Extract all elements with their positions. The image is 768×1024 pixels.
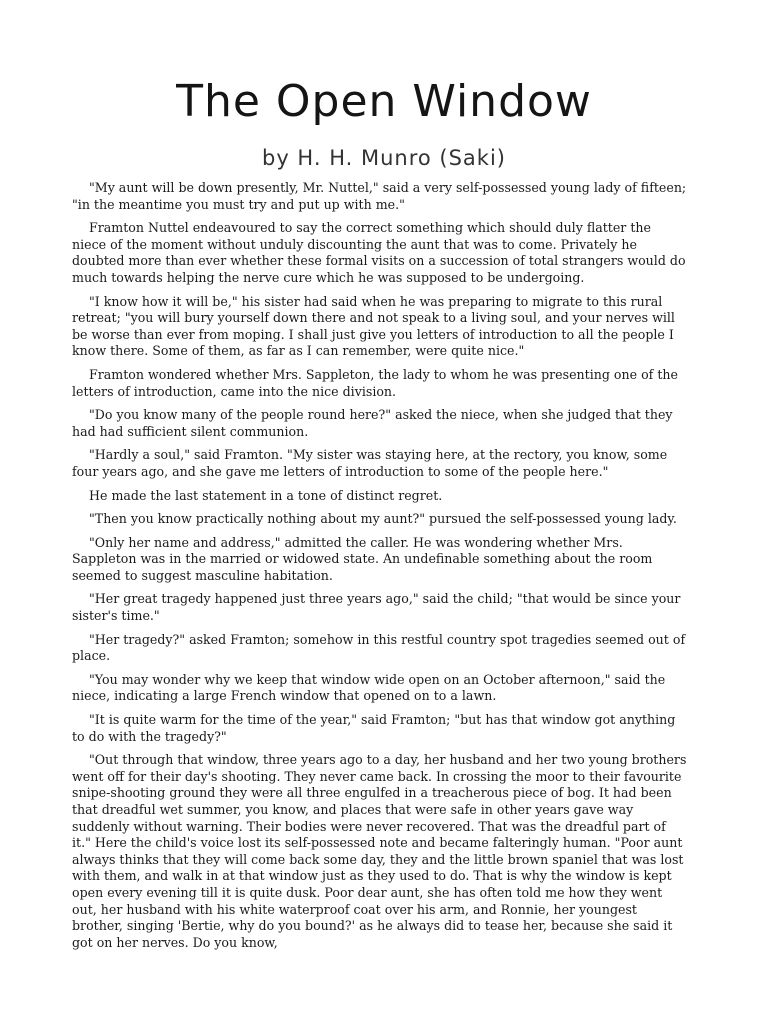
paragraph-10: "Her great tragedy happened just three years ago," said the child; "that would be since your sister's time." <box>72 591 681 624</box>
paragraph-9: "Only her name and address," admitted the caller. He was wondering whether Mrs. Sappleton was in the married or widowed state. An undefinable something about the room seemed to suggest masculine habitation. <box>72 534 653 583</box>
story-body <box>72 180 688 958</box>
story-title: The Open Window <box>176 76 592 127</box>
author-byline: by H. H. Munro (Saki) <box>262 146 506 170</box>
paragraph-8: "Then you know practically nothing about my aunt?" pursued the self-possessed young lady. <box>89 511 677 527</box>
paragraph-7: He made the last statement in a tone of distinct regret. <box>89 487 443 503</box>
paragraph-14: "Out through that window, three years ago to a day, her husband and her two young brothers went off for their day's shooting. They never came back. In crossing the moor to their favourite snipe-shooting ground they were all three engulfed in a treacherous piece of bog. It had been that dreadful wet summer, you know, and places that were safe in other years gave way suddenly without warning. Their bodies were never recovered. That was the dreadful part of it." Here the child's voice lost its self-possessed note and became falteringly human. "Poor aunt always thinks that they will come back some day, they and the little brown spaniel that was lost with them, and walk in at that window just as they used to do. That is why the window is kept open every evening till it is quite dusk. Poor dear aunt, she has often told me how they went out, her husband with his white waterproof coat over his arm, and Ronnie, her youngest brother, singing 'Bertie, why do you bound?' as he always did to tease her, because she said it got on her nerves. Do you know, <box>72 752 687 950</box>
paragraph-1: "My aunt will be down presently, Mr. Nuttel," said a very self-possessed young lady of fifteen; "in the meantime you must try and put up with me." <box>72 180 687 212</box>
paragraph-11: "Her tragedy?" asked Framton; somehow in this restful country spot tragedies seemed out of place. <box>72 631 686 664</box>
paragraph-6: "Hardly a soul," said Framton. "My sister was staying here, at the rectory, you know, some four years ago, and she gave me letters of introduction to some of the people here." <box>72 447 668 479</box>
paragraph-13: "It is quite warm for the time of the year," said Framton; "but has that window got anything to do with the tragedy?" <box>72 712 676 744</box>
paragraph-5: "Do you know many of the people round here?" asked the niece, when she judged that they had had sufficient silent communion. <box>72 407 673 439</box>
paragraph-2: Framton Nuttel endeavoured to say the correct something which should duly flatter the niece of the moment without unduly discounting the aunt that was to come. Privately he doubted more than ever whether these formal visits on a succession of total strangers would do much towards helping the nerve cure which he was supposed to be undergoing. <box>72 220 686 285</box>
paragraph-12: "You may wonder why we keep that window wide open on an October afternoon," said the niece, indicating a large French window that opened on to a lawn. <box>72 671 666 704</box>
paragraph-4: Framton wondered whether Mrs. Sappleton, the lady to whom he was presenting one of the letters of introduction, came into the nice division. <box>72 366 678 399</box>
paragraph-3: "I know how it will be," his sister had said when he was preparing to migrate to this rural retreat; "you will bury yourself down there and not speak to a living soul, and your nerves will be worse than ever from moping. I shall just give you letters of introduction to all the people I know there. Some of them, as far as I can remember, were quite nice." <box>72 293 675 359</box>
